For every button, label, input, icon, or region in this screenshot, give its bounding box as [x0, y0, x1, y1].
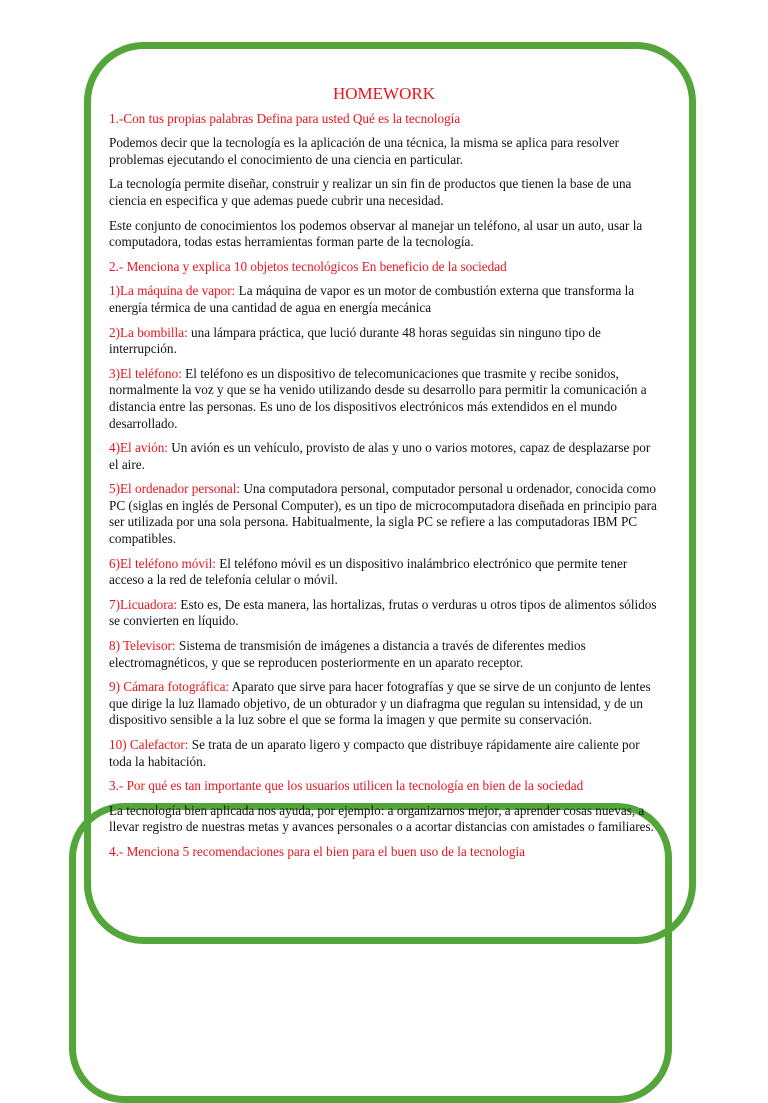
item-text: Una computadora personal, computador personal u ordenador, conocida como PC (siglas en inglés de Personal Computer), es un tipo de microcomputadora diseñada en principio para ser utilizada por una sola persona. Habitualmente, la sigla PC se refiere a las computadoras IBM PC compatibles. — [109, 481, 657, 547]
item-label: 4)El avión: — [109, 440, 168, 456]
list-item — [109, 638, 659, 671]
item-label: 5)El ordenador personal: — [109, 481, 241, 497]
list-item — [109, 679, 659, 729]
answer-1-paragraph: Este conjunto de conocimientos los podemos observar al manejar un teléfono, al usar un auto, usar la computadora, todas estas herramientas forman parte de la tecnología. — [109, 217, 643, 250]
page-title: HOMEWORK — [333, 84, 435, 103]
item-text: Sistema de transmisión de imágenes a distancia a través de diferentes medios electromagnéticos, y que se reproducen posteriormente en un aparato receptor. — [109, 638, 586, 670]
list-item — [109, 283, 659, 316]
homework-document — [109, 86, 659, 869]
question-3: 3.- Por qué es tan importante que los usuarios utilicen la tecnología en bien de la sociedad — [109, 778, 584, 794]
item-text: Un avión es un vehículo, provisto de alas y uno o varios motores, capaz de desplazarse por el aire. — [109, 440, 651, 472]
list-item — [109, 440, 659, 473]
answer-1-paragraph: Podemos decir que la tecnología es la aplicación de una técnica, la misma se aplica para resolver problemas ejecutando el conocimiento de una ciencia en particular. — [109, 135, 620, 167]
item-text: Esto es, De esta manera, las hortalizas, frutas o verduras u otros tipos de alimentos sólidos se convierten en líquido. — [109, 596, 657, 629]
list-item — [109, 325, 659, 358]
list-item — [109, 481, 659, 547]
item-label: 7)Licuadora: — [109, 596, 178, 612]
item-text: Se trata de un aparato ligero y compacto que distribuye rápidamente aire caliente por toda la habitación. — [109, 737, 640, 769]
item-label: 8) Televisor: — [109, 638, 176, 654]
question-4: 4.- Menciona 5 recomendaciones para el bien para el buen uso de la tecnologia — [109, 843, 525, 859]
answer-1-paragraph: La tecnología permite diseñar, construir y realizar un sin fin de productos que tienen la base de una ciencia en especifica y que ademas puede cubrir una necesidad. — [109, 176, 632, 208]
item-label: 2)La bombilla: — [109, 324, 188, 340]
list-item — [109, 366, 659, 432]
item-label: 1)La máquina de vapor: — [109, 283, 236, 299]
list-item — [109, 737, 659, 770]
item-text: El teléfono móvil es un dispositivo inalámbrico electrónico que permite tener acceso a la red de telefonía celular o móvil. — [109, 555, 628, 588]
question-2: 2.- Menciona y explica 10 objetos tecnológicos En beneficio de la sociedad — [109, 258, 507, 274]
list-item — [109, 556, 659, 589]
item-label: 6)El teléfono móvil: — [109, 555, 216, 571]
list-item — [109, 597, 659, 630]
item-text: Aparato que sirve para hacer fotografías y que se sirve de un conjunto de lentes que dirige la luz llamado objetivo, de un obturador y un diafragma que regulan su intensidad, y de un dispositivo sensible a la luz sobre el que se forma la imagen y que permite su conservación. — [109, 679, 651, 728]
item-label: 10) Calefactor: — [109, 737, 189, 752]
answer-3: La tecnología bien aplicada nos ayuda, por ejemplo: a organizarnos mejor, a aprender cosas nuevas, a llevar registro de nuestras metas y avances personales o a acortar distancias con amistades o familiares. — [109, 802, 654, 835]
item-label: 3)El teléfono: — [109, 365, 182, 381]
item-label: 9) Cámara fotográfica: — [109, 679, 230, 695]
question-1: 1.-Con tus propias palabras Defina para usted Qué es la tecnología — [109, 110, 461, 126]
item-text: El teléfono es un dispositivo de telecomunicaciones que trasmite y recibe sonidos, normalmente la voz y que se ha venido utilizando desde su desarrollo para permitir la comunicación a distancia entre las personas. Es uno de los dispositivos electrónicos más extendidos en el mundo desarrollado. — [109, 365, 647, 431]
item-text: La máquina de vapor es un motor de combustión externa que transforma la energía térmica de una cantidad de agua en energía mecánica — [109, 283, 635, 315]
item-text: una lámpara práctica, que lució durante 48 horas seguidas sin ninguno tipo de interrupción. — [109, 324, 601, 357]
